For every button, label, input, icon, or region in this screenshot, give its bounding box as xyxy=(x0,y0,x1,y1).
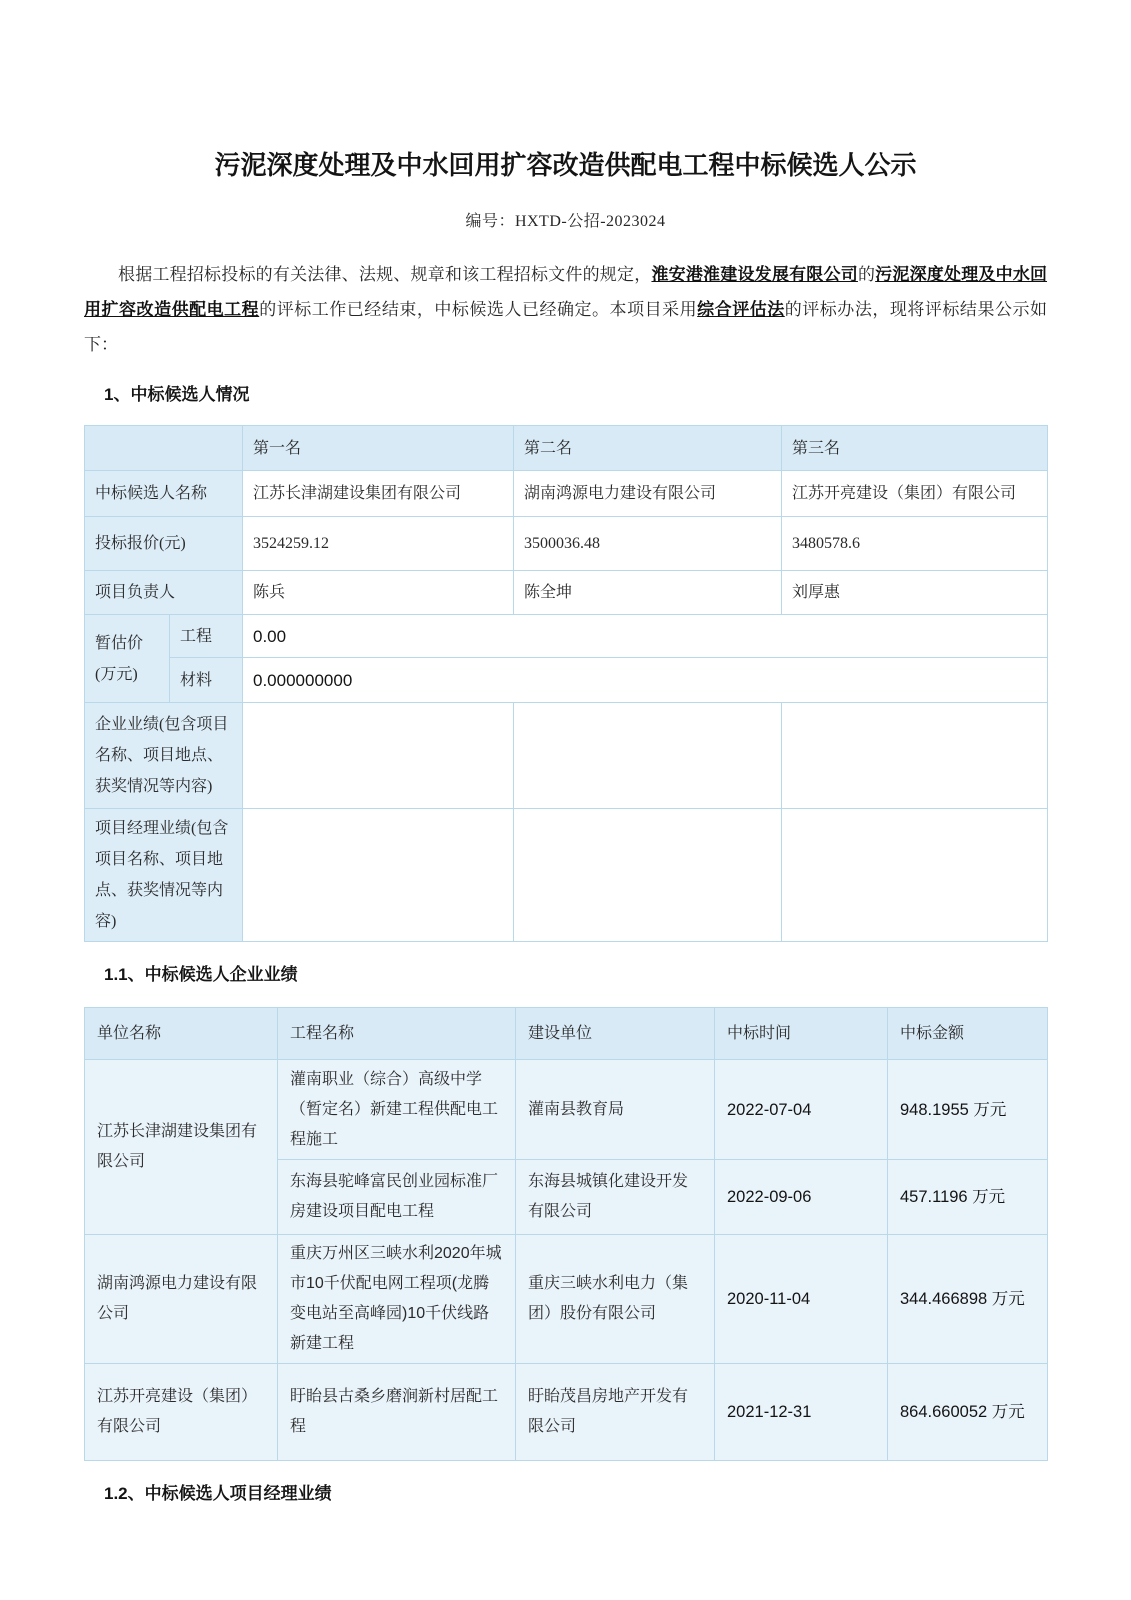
candidates-header-row xyxy=(85,426,1048,471)
section-number: 1、 xyxy=(104,385,131,404)
table-row-manager-performance xyxy=(85,809,1048,942)
enterprise-header-row xyxy=(85,1008,1048,1060)
table-row-estimate-engineering xyxy=(85,615,1048,658)
doc-number: 编号：HXTD-公招-2023024 xyxy=(465,213,666,230)
header-cell-owner: 建设单位 xyxy=(516,1008,715,1060)
header-cell-project: 工程名称 xyxy=(278,1008,516,1060)
value-cell xyxy=(243,703,514,809)
owner-cell: 重庆三峡水利电力（集团）股份有限公司 xyxy=(516,1235,715,1364)
table-row-enterprise-performance xyxy=(85,703,1048,809)
header-cell-third: 第三名 xyxy=(782,426,1048,471)
project-cell: 灌南职业（综合）高级中学（暂定名）新建工程供配电工程施工 xyxy=(278,1060,516,1160)
section-heading-candidates xyxy=(104,380,1047,405)
label-cell: 项目经理业绩(包含项目名称、项目地点、获奖情况等内容) xyxy=(85,809,243,942)
value-cell xyxy=(243,809,514,942)
project-cell: 东海县驼峰富民创业园标准厂房建设项目配电工程 xyxy=(278,1160,516,1235)
label-cell: 投标报价(元) xyxy=(85,517,243,571)
sublabel-cell: 工程 xyxy=(170,615,243,658)
section-title: 中标候选人情况 xyxy=(130,385,250,404)
amount-cell: 457.1196 万元 xyxy=(888,1160,1048,1235)
value-cell: 陈兵 xyxy=(243,571,514,615)
value-cell: 3524259.12 xyxy=(243,517,514,571)
value-cell: 陈全坤 xyxy=(514,571,782,615)
section-number: 1.1、 xyxy=(104,965,145,984)
header-cell-first: 第一名 xyxy=(243,426,514,471)
date-cell: 2022-07-04 xyxy=(715,1060,888,1160)
sublabel-cell: 材料 xyxy=(170,658,243,703)
table-row xyxy=(85,1235,1048,1364)
intro-paragraph xyxy=(84,257,1047,362)
document-content xyxy=(84,0,1047,1504)
intro-project-name: 污泥深度处理及中水回用扩容改造供配电工程 xyxy=(84,265,1048,319)
value-cell: 3500036.48 xyxy=(514,517,782,571)
owner-cell: 东海县城镇化建设开发有限公司 xyxy=(516,1160,715,1235)
value-cell: 0.00 xyxy=(243,615,1048,658)
section-number: 1.2、 xyxy=(104,1484,145,1503)
amount-cell: 948.1955 万元 xyxy=(888,1060,1048,1160)
value-cell: 江苏长津湖建设集团有限公司 xyxy=(243,471,514,517)
section-heading-enterprise-performance xyxy=(104,960,1047,985)
amount-cell: 864.660052 万元 xyxy=(888,1364,1048,1461)
header-cell-amount: 中标金额 xyxy=(888,1008,1048,1060)
table-row-estimate-material xyxy=(85,658,1048,703)
label-cell-estimate: 暂估价 (万元) xyxy=(85,615,170,703)
value-cell: 0.000000000 xyxy=(243,658,1048,703)
label-cell: 项目负责人 xyxy=(85,571,243,615)
date-cell: 2020-11-04 xyxy=(715,1235,888,1364)
value-cell xyxy=(782,703,1048,809)
value-cell: 湖南鸿源电力建设有限公司 xyxy=(514,471,782,517)
owner-cell: 灌南县教育局 xyxy=(516,1060,715,1160)
company-cell: 江苏开亮建设（集团）有限公司 xyxy=(85,1364,278,1461)
date-cell: 2021-12-31 xyxy=(715,1364,888,1461)
section-title: 中标候选人项目经理业绩 xyxy=(144,1484,332,1503)
section-heading-manager-performance xyxy=(104,1479,1047,1504)
owner-cell: 盱眙茂昌房地产开发有限公司 xyxy=(516,1364,715,1461)
value-cell: 江苏开亮建设（集团）有限公司 xyxy=(782,471,1048,517)
company-cell: 湖南鸿源电力建设有限公司 xyxy=(85,1235,278,1364)
header-cell-date: 中标时间 xyxy=(715,1008,888,1060)
label-cell: 中标候选人名称 xyxy=(85,471,243,517)
value-cell xyxy=(514,703,782,809)
enterprise-performance-table xyxy=(84,1007,1048,1461)
value-cell xyxy=(514,809,782,942)
label-cell: 企业业绩(包含项目名称、项目地点、获奖情况等内容) xyxy=(85,703,243,809)
page-title: 污泥深度处理及中水回用扩容改造供配电工程中标候选人公示 xyxy=(214,150,917,180)
table-row-project-manager xyxy=(85,571,1048,615)
header-cell-blank xyxy=(85,426,243,471)
table-row xyxy=(85,1060,1048,1160)
project-cell: 重庆万州区三峡水利2020年城市10千伏配电网工程项(龙腾变电站至高峰园)10千伏线路新建工程 xyxy=(278,1235,516,1364)
value-cell: 3480578.6 xyxy=(782,517,1048,571)
company-cell: 江苏长津湖建设集团有限公司 xyxy=(85,1060,278,1235)
candidates-table xyxy=(84,425,1048,942)
value-cell: 刘厚惠 xyxy=(782,571,1048,615)
intro-text: 的评标工作已经结束，中标候选人已经确定。本项目采用 xyxy=(259,300,698,319)
value-cell xyxy=(782,809,1048,942)
project-cell: 盱眙县古桑乡磨涧新村居配工程 xyxy=(278,1364,516,1461)
intro-tenderer-name: 淮安港淮建设发展有限公司 xyxy=(651,265,858,284)
intro-text: 根据工程招标投标的有关法律、法规、规章和该工程招标文件的规定， xyxy=(118,265,652,284)
intro-evaluation-method: 综合评估法 xyxy=(697,300,785,319)
date-cell: 2022-09-06 xyxy=(715,1160,888,1235)
intro-text: 的 xyxy=(857,265,876,284)
header-cell-second: 第二名 xyxy=(514,426,782,471)
section-title: 中标候选人企业业绩 xyxy=(144,965,298,984)
table-row-candidate-name xyxy=(85,471,1048,517)
table-row-bid-price xyxy=(85,517,1048,571)
header-cell-company: 单位名称 xyxy=(85,1008,278,1060)
amount-cell: 344.466898 万元 xyxy=(888,1235,1048,1364)
table-row xyxy=(85,1364,1048,1461)
intro-text: 的评标办法，现将评标结果公示如下： xyxy=(84,300,1048,354)
